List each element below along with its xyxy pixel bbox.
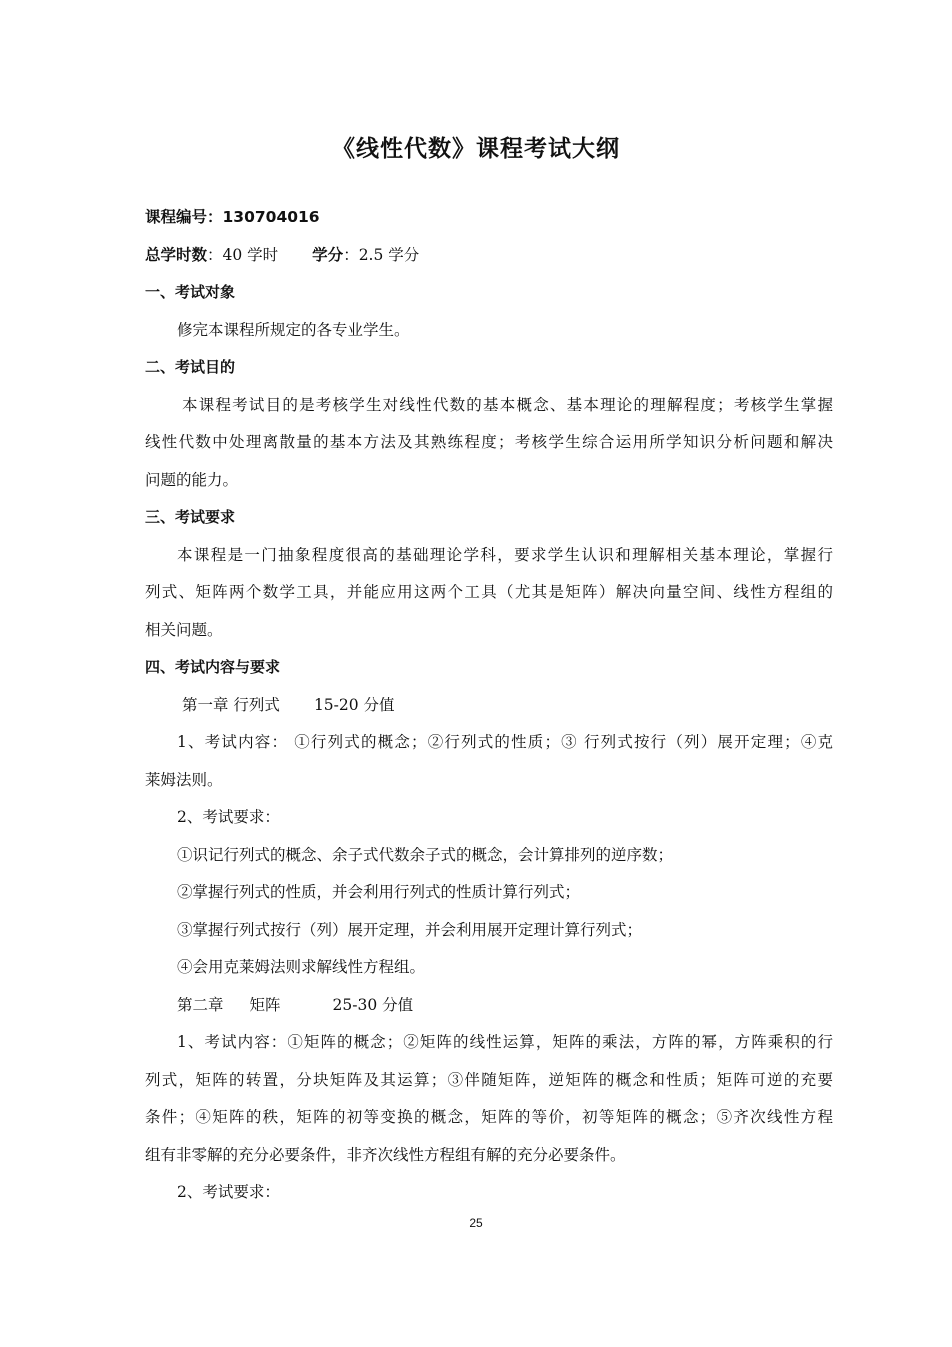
chapter-1-requirement-3: ③掌握行列式按行（列）展开定理，并会利用展开定理计算行列式； (177, 920, 643, 939)
hours-credit-line (145, 237, 833, 275)
section-3-line-1: 本课程是一门抽象程度很高的基础理论学科，要求学生认识和理解相关基本理论，掌握行 (177, 545, 833, 564)
section-1-paragraph: 修完本课程所规定的各专业学生。 (177, 320, 410, 339)
section-heading-3: 三、考试要求 (145, 508, 236, 526)
credit-label: 学分 (312, 245, 344, 264)
chapter-1-requirement-1: ①识记行列式的概念、余子式代数余子式的概念，会计算排列的逆序数； (177, 845, 674, 864)
chapter-1-score: 15-20 分值 (313, 695, 395, 714)
course-code-line (145, 199, 833, 237)
chapter-1-content-line-2: 莱姆法则。 (145, 770, 223, 789)
chapter-1-requirements-label: 2、考试要求： (177, 808, 280, 826)
section-2-line-1: 本课程考试目的是考核学生对线性代数的基本概念、基本理论的理解程度；考核学生掌握 (182, 395, 833, 414)
chapter-1-requirement-4: ④会用克莱姆法则求解线性方程组。 (177, 958, 426, 976)
chapter-2-title: 第二章 (177, 995, 224, 1014)
total-hours-label: 总学时数 (145, 245, 208, 264)
chapter-1-content-line-1: 1、考试内容： ①行列式的概念；②行列式的性质；③ 行列式按行（列）展开定理；④克 (177, 733, 833, 751)
document-body (145, 199, 833, 1212)
section-3-line-2: 列式、矩阵两个数学工具，并能应用这两个工具（尤其是矩阵）解决向量空间、线性方程组的 (145, 583, 833, 601)
chapter-2-name: 矩阵 (249, 995, 281, 1014)
chapter-2-content-line-2: 列式，矩阵的转置，分块矩阵及其运算；③伴随矩阵，逆矩阵的概念和性质；矩阵可逆的充要 (145, 1070, 833, 1089)
credit-value: ：2.5 学分 (343, 245, 420, 264)
chapter-1-requirement-2: ②掌握行列式的性质，并会利用行列式的性质计算行列式； (177, 883, 581, 901)
chapter-1-title: 第一章 行列式 (182, 695, 280, 714)
document-title: 《线性代数》课程考试大纲 (332, 136, 620, 162)
course-code-value: 130704016 (222, 208, 320, 226)
page-number: 25 (469, 1216, 483, 1230)
section-2-line-3: 问题的能力。 (145, 470, 239, 489)
section-2-line-2: 线性代数中处理离散量的基本方法及其熟练程度；考核学生综合运用所学知识分析问题和解决 (145, 433, 833, 451)
total-hours-value: ：40 学时 (207, 245, 279, 264)
chapter-2-requirements-label: 2、考试要求： (177, 1183, 280, 1201)
chapter-2-score: 25-30 分值 (332, 995, 414, 1014)
section-heading-2: 二、考试目的 (145, 358, 236, 376)
chapter-2-title-line (145, 987, 833, 1025)
chapter-2-content-line-4: 组有非零解的充分必要条件，非齐次线性方程组有解的充分必要条件。 (145, 1145, 626, 1164)
course-code-label: 课程编号： (145, 208, 223, 226)
section-3-line-3: 相关问题。 (145, 620, 223, 639)
chapter-2-content-line-1: 1、考试内容：①矩阵的概念；②矩阵的线性运算，矩阵的乘法，方阵的幂，方阵乘积的行 (177, 1033, 833, 1051)
section-heading-1: 一、考试对象 (145, 283, 236, 301)
section-heading-4: 四、考试内容与要求 (145, 658, 281, 676)
chapter-2-content-line-3: 条件；④矩阵的秩，矩阵的初等变换的概念，矩阵的等价，初等矩阵的概念；⑤齐次线性方程 (145, 1108, 833, 1126)
chapter-1-title-line (145, 687, 833, 725)
